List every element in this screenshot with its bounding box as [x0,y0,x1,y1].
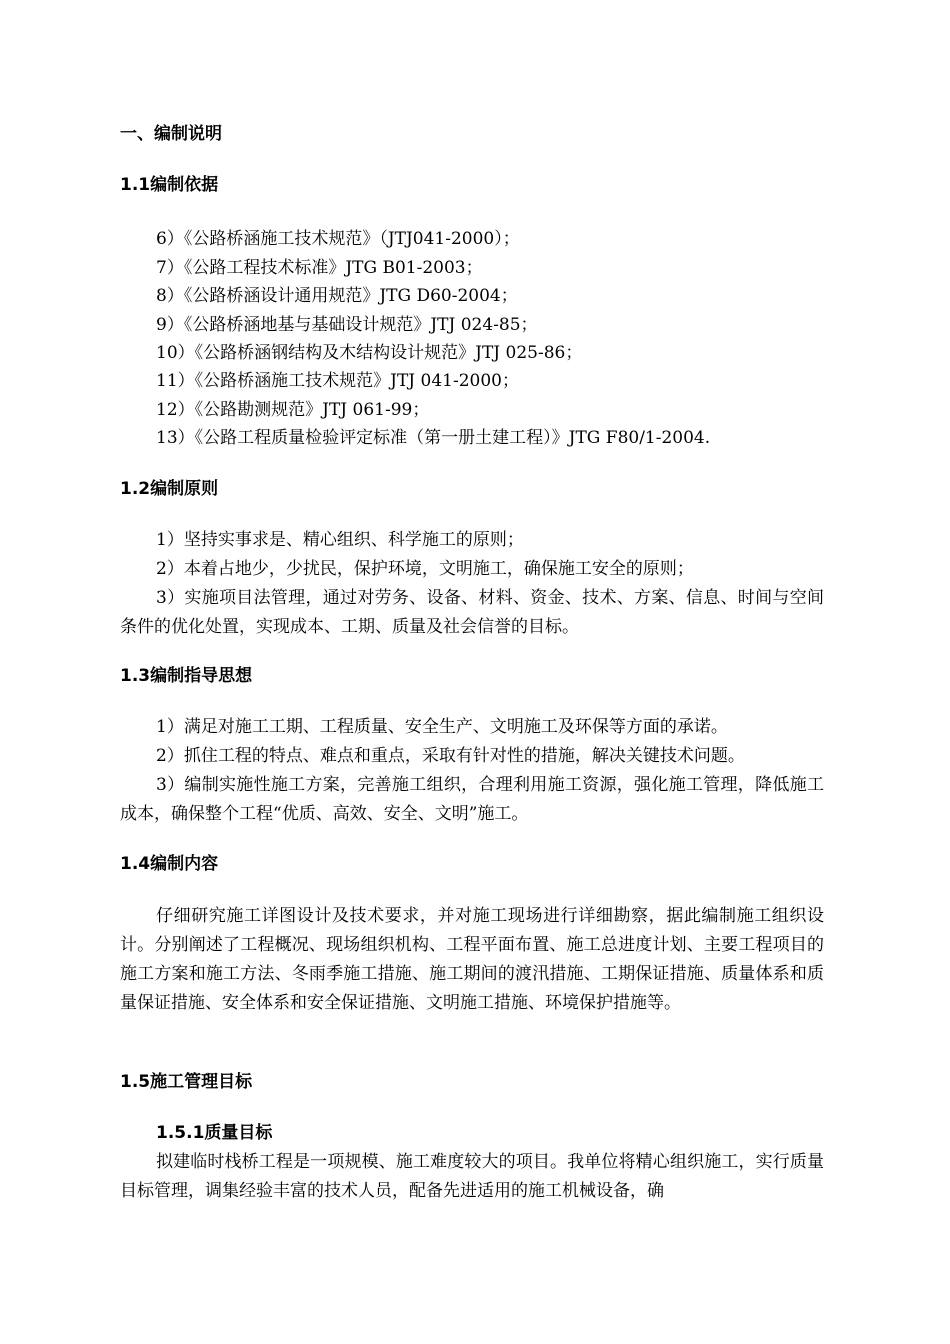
paragraph: 3）实施项目法管理，通过对劳务、设备、材料、资金、技术、方案、信息、时间与空间条件的优化处置，实现成本、工期、质量及社会信誉的目标。 [120,588,824,637]
list-item: 6）《公路桥涵施工技术规范》（JTJ041-2000）； [156,229,520,249]
list-item: 9）《公路桥涵地基与基础设计规范》JTJ 024-85； [156,315,538,335]
section-title-1-2: 1.2编制原则 [120,479,219,499]
section-title-1-5: 1.5施工管理目标 [120,1072,253,1092]
paragraph: 1）坚持实事求是、精心组织、科学施工的原则； [156,530,524,550]
paragraph: 拟建临时栈桥工程是一项规模、施工难度较大的项目。我单位将精心组织施工，实行质量目标管理，调集经验丰富的技术人员，配备先进适用的施工机械设备，确 [120,1152,824,1201]
section-title-1-4: 1.4编制内容 [120,854,219,874]
paragraph: 2）本着占地少，少扰民，保护环境，文明施工，确保施工安全的原则； [156,559,694,579]
section-title-1-1: 1.1编制依据 [120,175,219,195]
paragraph: 1）满足对施工工期、工程质量、安全生产、文明施工及环保等方面的承诺。 [156,717,728,737]
paragraph: 仔细研究施工详图设计及技术要求，并对施工现场进行详细勘察，据此编制施工组织设计。分别阐述了工程概况、现场组织机构、工程平面布置、施工总进度计划、主要工程项目的施工方案和施工方法、冬雨季施工措施、施工期间的渡汛措施、工期保证措施、质量体系和质量保证措施、安全体系和安全保证措施、文明施工措施、环境保护措施等。 [120,906,824,1013]
list-item: 8）《公路桥涵设计通用规范》JTG D60-2004； [156,286,518,306]
subsection-title-1-5-1: 1.5.1质量目标 [156,1123,273,1143]
paragraph: 2）抓住工程的特点、难点和重点，采取有针对性的措施，解决关键技术问题。 [156,746,745,766]
list-item: 13）《公路工程质量检验评定标准（第一册土建工程）》JTG F80/1-2004. [156,428,711,448]
list-item: 10）《公路桥涵钢结构及木结构设计规范》JTJ 025-86； [156,343,583,363]
list-item: 11）《公路桥涵施工技术规范》JTJ 041-2000； [156,371,519,391]
list-item: 12）《公路勘测规范》JTJ 061-99； [156,400,430,420]
main-heading: 一、编制说明 [120,124,222,144]
paragraph: 3）编制实施性施工方案，完善施工组织，合理利用施工资源，强化施工管理，降低施工成本，确保整个工程“优质、高效、安全、文明”施工。 [120,775,824,824]
list-item: 7）《公路工程技术标准》JTG B01-2003； [156,258,483,278]
section-title-1-3: 1.3编制指导思想 [120,666,253,686]
